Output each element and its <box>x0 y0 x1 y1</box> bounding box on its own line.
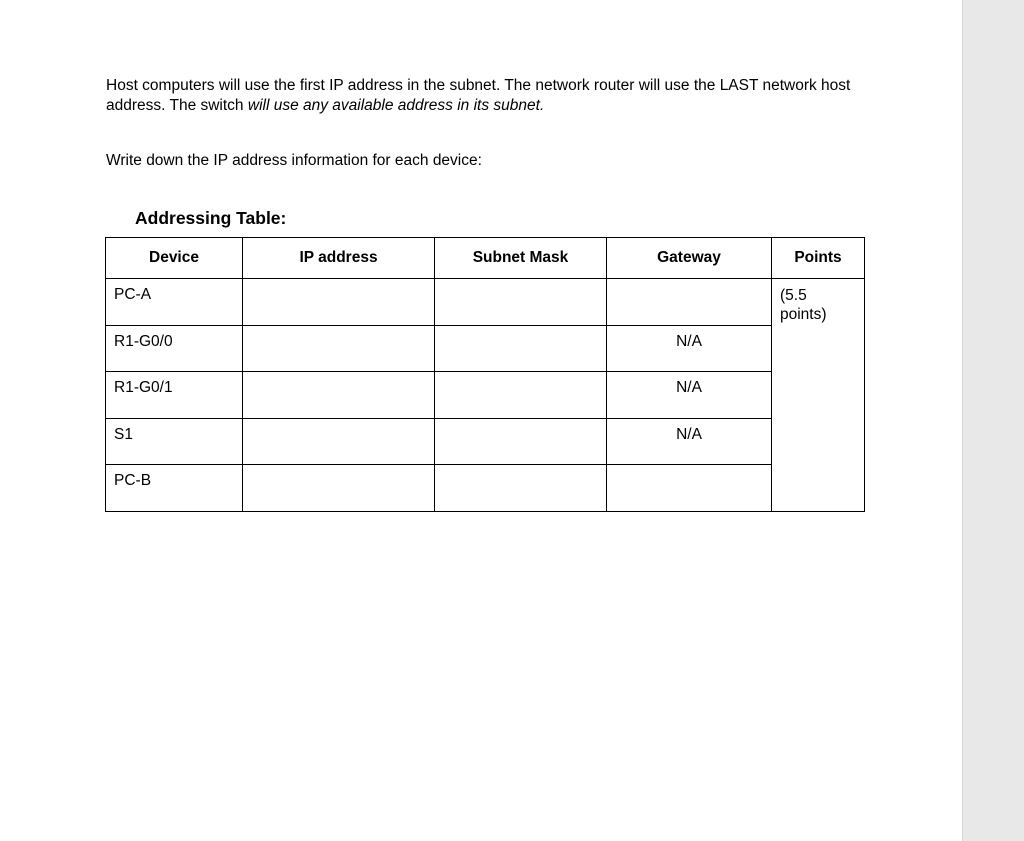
device-cell: S1 <box>106 418 243 465</box>
ip-cell[interactable] <box>243 279 435 326</box>
viewer-side-panel <box>962 0 1024 841</box>
gateway-cell: N/A <box>607 418 772 465</box>
table-row <box>106 279 865 326</box>
gateway-cell[interactable] <box>607 279 772 326</box>
addressing-table <box>105 237 865 512</box>
instructions-italic-text: will use any available address in its subnet. <box>247 96 545 114</box>
table-title: Addressing Table: <box>135 208 287 228</box>
device-cell: R1-G0/1 <box>106 372 243 419</box>
mask-cell[interactable] <box>435 372 607 419</box>
header-subnet-mask: Subnet Mask <box>435 238 607 279</box>
gateway-cell[interactable] <box>607 465 772 512</box>
ip-cell[interactable] <box>243 418 435 465</box>
prompt-text: Write down the IP address information for each device: <box>106 152 482 169</box>
points-line-1: (5.5 <box>780 287 807 304</box>
ip-cell[interactable] <box>243 465 435 512</box>
header-ip-address: IP address <box>243 238 435 279</box>
table-header-row <box>106 238 865 279</box>
points-line-2: points) <box>780 306 827 323</box>
instructions-paragraph <box>106 76 896 115</box>
device-cell: PC-B <box>106 465 243 512</box>
gateway-cell: N/A <box>607 372 772 419</box>
device-cell: PC-A <box>106 279 243 326</box>
header-device: Device <box>106 238 243 279</box>
table-row <box>106 465 865 512</box>
mask-cell[interactable] <box>435 465 607 512</box>
header-gateway: Gateway <box>607 238 772 279</box>
gateway-cell: N/A <box>607 325 772 372</box>
points-cell <box>772 279 865 512</box>
table-row <box>106 325 865 372</box>
ip-cell[interactable] <box>243 372 435 419</box>
table-row <box>106 372 865 419</box>
instructions-text: Host computers will use the first IP address in the subnet. The network router will use the LAST network host address. The switch <box>106 77 851 114</box>
device-cell: R1-G0/0 <box>106 325 243 372</box>
mask-cell[interactable] <box>435 325 607 372</box>
table-row <box>106 418 865 465</box>
mask-cell[interactable] <box>435 279 607 326</box>
header-points: Points <box>772 238 865 279</box>
ip-cell[interactable] <box>243 325 435 372</box>
mask-cell[interactable] <box>435 418 607 465</box>
